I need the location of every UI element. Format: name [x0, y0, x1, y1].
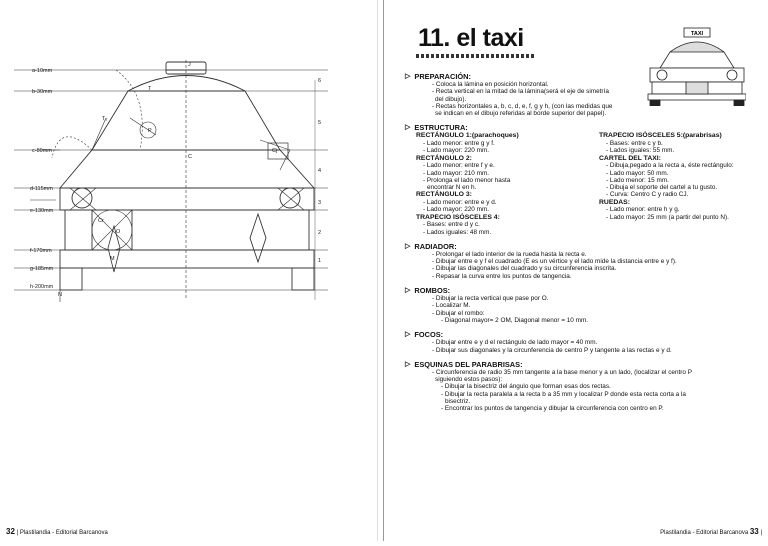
point-T1: T	[148, 86, 152, 92]
label-f: f-170mm	[30, 248, 52, 254]
list-item: - Lado menor: entre h y g.	[606, 206, 680, 214]
right-page-number: 33	[749, 527, 759, 536]
list-item: - Dibujar sus diagonales y la circunferencia de centro P y tangente a las rectas e y d.	[432, 346, 672, 354]
subsection-heading: TRAPECIO ISÓSCELES 5:(parabrisas)	[599, 132, 722, 140]
label-h: h-200mm	[30, 284, 54, 290]
point-J: J	[188, 62, 191, 68]
label-a: a-10mm	[32, 68, 53, 74]
subsection-heading: RUEDAS:	[599, 198, 630, 206]
triangle-bullet-icon: ▷	[405, 73, 411, 80]
section-heading: ROMBOS:	[414, 286, 451, 296]
list-item: - Dibujar la recta paralela a la recta b a 35 mm y localizar P donde esta recta corta a la	[441, 390, 686, 398]
list-item: encontrar N en h.	[427, 184, 477, 192]
left-page-number: 32	[6, 527, 15, 536]
taxi-sign-text: TAXI	[690, 31, 704, 37]
triangle-bullet-icon: ▷	[405, 124, 411, 132]
title-underline	[416, 54, 534, 58]
left-footer-text: Plastilandia - Editorial Barcanova	[19, 530, 108, 536]
body-rect-2	[65, 210, 309, 250]
section-heading: RADIADOR:	[414, 241, 457, 251]
num-4: 4	[318, 168, 322, 174]
point-N: N	[58, 292, 62, 298]
triangle-bullet-icon: ▷	[405, 331, 411, 339]
label-e: e-130mm	[30, 208, 54, 214]
list-item: - Prolongar el lado interior de la rueda hasta la recta e.	[432, 250, 587, 258]
body-rect-3	[60, 188, 314, 210]
subsection-heading: RECTÁNGULO 2:	[416, 154, 472, 162]
list-item: - Lado menor: entre g y f.	[423, 140, 495, 148]
list-item: - Bases: entre c y b.	[606, 140, 663, 148]
list-item: - Lado menor: 15 mm.	[606, 176, 669, 184]
left-footer: 32 | Plastilandia - Editorial Barcanova	[6, 527, 108, 536]
list-item: - Lado menor: entre f y e.	[423, 162, 495, 170]
list-item: - Lado mayor: 25 mm (a partir del punto N).	[606, 213, 729, 221]
point-M: M	[110, 256, 115, 262]
point-Cr: Cr	[98, 218, 104, 224]
section-esquinas	[405, 360, 765, 413]
section-heading: ESQUINAS DEL PARABRISAS:	[414, 359, 523, 369]
list-item: - Dibujar la bisectriz del ángulo que forman esas dos rectas.	[441, 383, 611, 391]
list-item: - Prolonga el lado menor hasta	[423, 176, 511, 184]
point-C: C	[188, 154, 192, 160]
list-item: - Lados iguales: 48 mm.	[423, 228, 492, 236]
estructura-left-column	[405, 132, 582, 235]
trapezoid-4	[60, 150, 314, 188]
estructura-right-column	[582, 132, 765, 235]
triangle-bullet-icon: ▷	[405, 287, 411, 295]
section-rombos	[405, 286, 765, 324]
list-item: - Dibujar el rombo:	[432, 309, 485, 317]
point-Cj: Cj	[272, 148, 278, 154]
list-item: - Recta vertical en la mitad de la lámina(será el eje de simetría	[432, 88, 609, 96]
list-item: siguiendo estos pasos):	[435, 376, 503, 384]
list-item: - Dibujar la recta vertical que pase por O.	[432, 295, 549, 303]
list-item: del dibujo).	[435, 95, 467, 103]
triangle-bullet-icon: ▷	[405, 242, 411, 250]
list-item: - Diagonal mayor= 2 OM, Diagonal menor = 10 mm.	[441, 316, 589, 324]
roof-curve	[128, 76, 245, 92]
rhombus-right	[250, 214, 266, 262]
label-c: c-80mm	[32, 148, 52, 154]
list-item: - Localizar M.	[432, 302, 471, 310]
wheel-right	[292, 268, 314, 290]
page-title: 11. el taxi	[418, 24, 524, 52]
point-T2: T₂	[102, 116, 108, 122]
subsection-heading: CARTEL DEL TAXI:	[599, 154, 661, 162]
list-item: - Dibujar las diagonales del cuadrado y su circunferencia inscrita.	[432, 265, 617, 273]
subsection-heading: TRAPECIO ISÓSCELES 4:	[416, 213, 500, 221]
list-item: - Coloca la lámina en posición horizontal.	[432, 81, 549, 88]
right-footer: Plastilandia - Editorial Barcanova 33 |	[660, 527, 762, 536]
list-item: - Bases: entre d y c.	[423, 221, 480, 229]
list-item: - Lado mayor: 220 mm.	[423, 147, 490, 155]
subsection-heading: RECTÁNGULO 1:(parachoques)	[416, 132, 519, 140]
triangle-bullet-icon: ▷	[405, 360, 411, 368]
section-radiador	[405, 242, 765, 280]
section-focos	[405, 330, 765, 354]
list-item: - Lados iguales: 55 mm.	[606, 147, 675, 155]
label-d: d-115mm	[30, 186, 53, 192]
point-O: O	[116, 229, 121, 235]
num-5: 5	[318, 120, 322, 126]
point-P: P	[148, 128, 152, 134]
num-2: 2	[318, 230, 322, 236]
num-3: 3	[318, 200, 322, 206]
list-item: - Lado menor: entre e y d.	[423, 199, 497, 207]
right-footer-text: Plastilandia - Editorial Barcanova	[660, 530, 749, 536]
list-item: - Lado mayor: 220 mm.	[423, 206, 490, 214]
list-item: - Encontrar los puntos de tangencia y dibujar la circunferencia con centro en P.	[441, 405, 664, 413]
list-item: - Lado mayor: 50 mm.	[606, 169, 669, 177]
taxi-construction-drawing	[0, 0, 384, 541]
subsection-heading: RECTÁNGULO 3:	[416, 191, 472, 199]
label-b: b-30mm	[32, 89, 53, 95]
section-heading: ESTRUCTURA:	[414, 123, 468, 133]
section-estructura	[405, 123, 765, 235]
list-item: - Curva: Centro C y radio CJ.	[606, 191, 689, 199]
list-item: - Dibujar entre e y d el rectángulo de lado mayor = 40 mm.	[432, 339, 598, 347]
list-item: - Dibujar entre e y f el cuadrado (E es un vértice y el lado mide la distancia entre e y f).	[432, 258, 677, 266]
section-heading: FOCOS:	[414, 330, 444, 340]
instructions	[405, 72, 765, 419]
list-item: - Repasar la curva entre los puntos de tangencia.	[432, 272, 572, 280]
left-page	[0, 0, 384, 541]
list-item: - Lado mayor: 210 mm.	[423, 169, 490, 177]
num-6: 6	[318, 78, 322, 84]
label-g: g-185mm	[30, 266, 54, 272]
list-item: bisectriz.	[445, 397, 471, 405]
list-item: se indican en el dibujo referidas al borde superior del papel).	[435, 110, 607, 118]
bumper-rect	[60, 250, 314, 268]
section-preparacion	[405, 72, 765, 117]
list-item: - Rectas horizontales a, b, c, d, e, f, g y h, (con las medidas que	[432, 102, 613, 110]
section-heading: PREPARACIÓN:	[414, 72, 471, 81]
num-1: 1	[318, 258, 322, 264]
list-item: - Dibuja,pegado a la recta a, éste rectángulo:	[606, 162, 734, 170]
list-item: - Dibuja el soporte del cartel a tu gusto.	[606, 184, 718, 192]
list-item: - Circunferencia de radio 35 mm tangente a la base menor y a un lado, (localizar el centro P	[432, 368, 693, 376]
wheel-left	[60, 268, 82, 290]
